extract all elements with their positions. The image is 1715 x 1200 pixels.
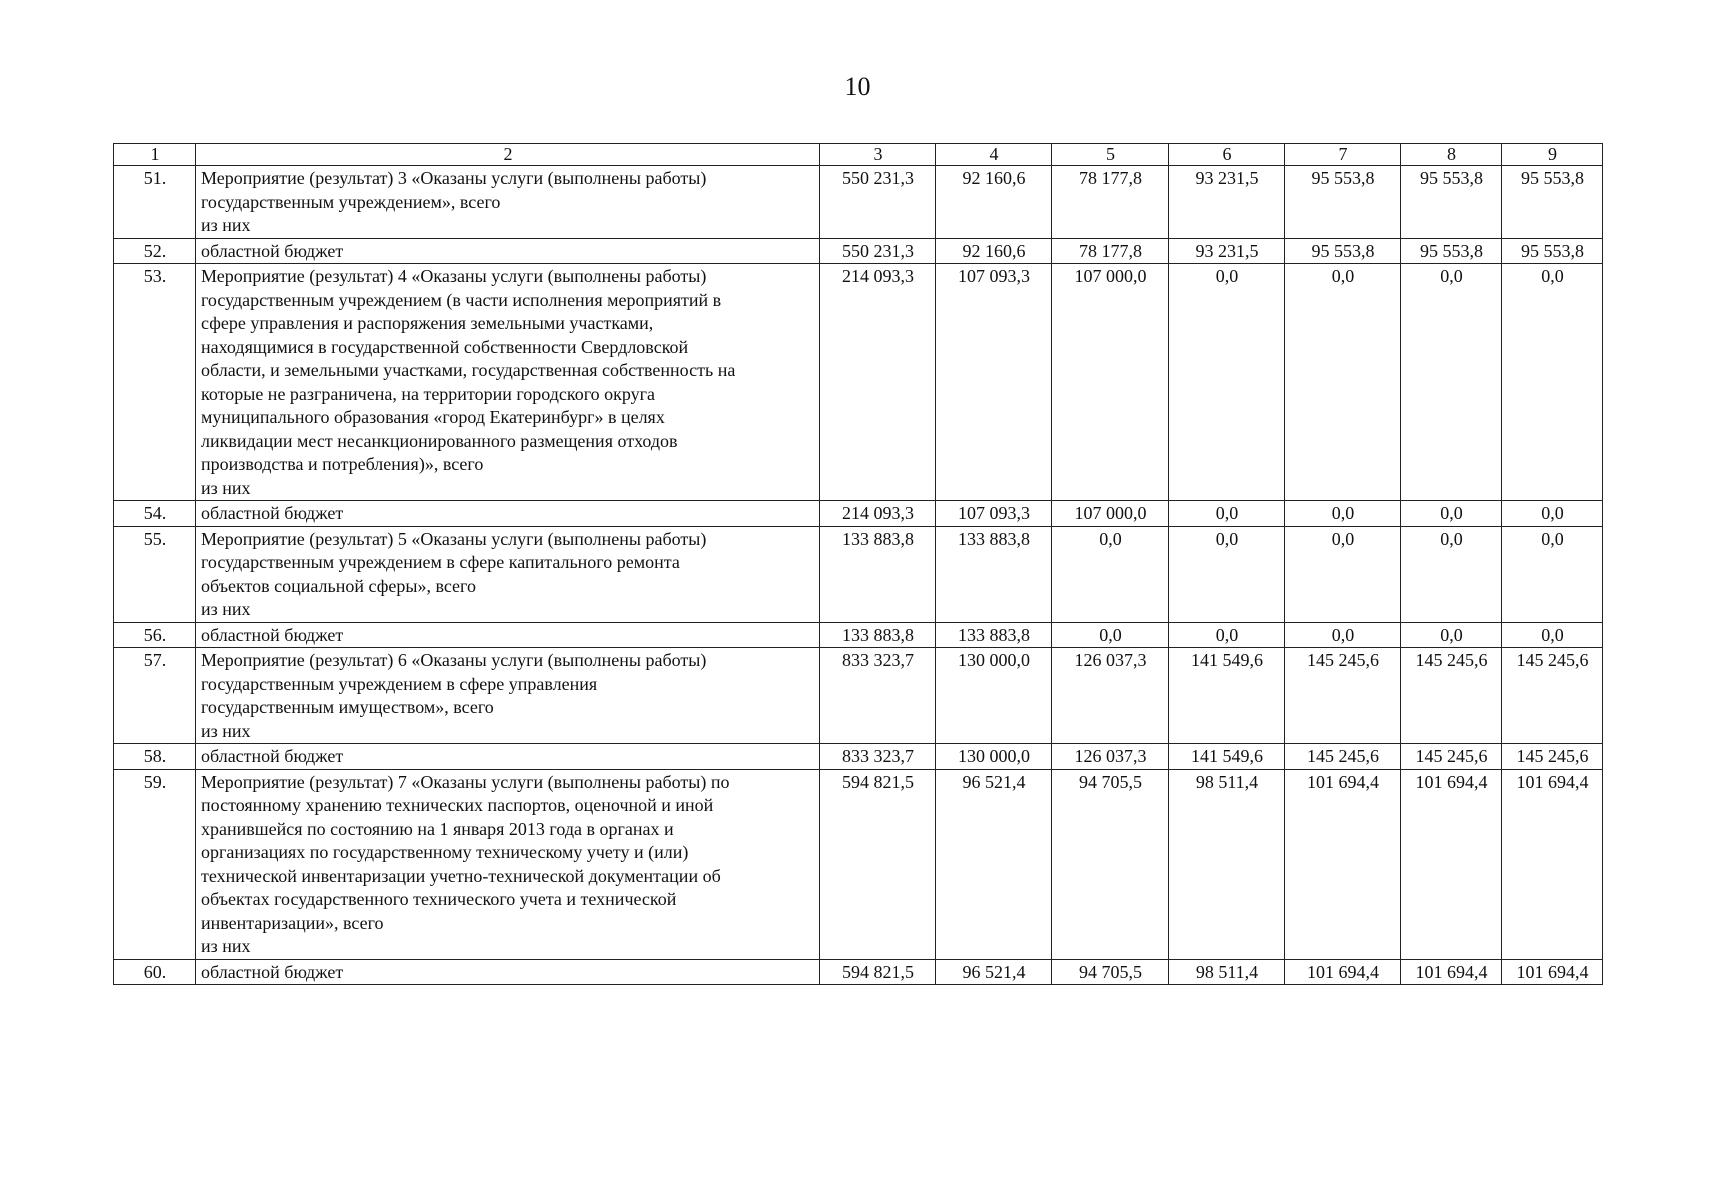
value-cell: 0,0 xyxy=(1169,526,1285,622)
value-cell: 145 245,6 xyxy=(1401,744,1502,770)
row-description: Мероприятие (результат) 4 «Оказаны услуги (выполнены работы) государственным учреждением (в части исполнения мероприятий в сфере управления и распоряжения земельными участками, находящимися в государственной собственности Свердловской области, и земельными участками, государственная собственность на которые не разграничена, на территории городского округа муниципального образования «город Екатеринбург» в целях ликвидации мест несанкционированного размещения отходов производства и потребления)», всего из них xyxy=(196,264,820,501)
value-cell: 550 231,3 xyxy=(820,238,936,264)
value-cell: 93 231,5 xyxy=(1169,166,1285,239)
table-row xyxy=(114,166,1603,239)
value-cell: 0,0 xyxy=(1169,501,1285,527)
value-cell: 141 549,6 xyxy=(1169,648,1285,744)
value-cell: 101 694,4 xyxy=(1401,959,1502,985)
row-description: областной бюджет xyxy=(196,501,820,527)
value-cell: 126 037,3 xyxy=(1052,648,1169,744)
value-cell: 0,0 xyxy=(1502,526,1603,622)
value-cell: 130 000,0 xyxy=(936,744,1052,770)
value-cell: 94 705,5 xyxy=(1052,769,1169,959)
table-body xyxy=(114,144,1603,985)
value-cell: 95 553,8 xyxy=(1502,166,1603,239)
value-cell: 594 821,5 xyxy=(820,769,936,959)
value-cell: 0,0 xyxy=(1169,264,1285,501)
value-cell: 101 694,4 xyxy=(1502,769,1603,959)
table-header-row xyxy=(114,144,1603,166)
table-row xyxy=(114,501,1603,527)
value-cell: 594 821,5 xyxy=(820,959,936,985)
value-cell: 0,0 xyxy=(1401,264,1502,501)
value-cell: 0,0 xyxy=(1285,264,1401,501)
row-number: 60. xyxy=(114,959,196,985)
row-number: 58. xyxy=(114,744,196,770)
value-cell: 133 883,8 xyxy=(820,622,936,648)
value-cell: 833 323,7 xyxy=(820,744,936,770)
value-cell: 95 553,8 xyxy=(1285,238,1401,264)
row-description: областной бюджет xyxy=(196,622,820,648)
value-cell: 0,0 xyxy=(1502,622,1603,648)
row-number: 52. xyxy=(114,238,196,264)
value-cell: 0,0 xyxy=(1401,526,1502,622)
row-description: областной бюджет xyxy=(196,959,820,985)
row-number: 54. xyxy=(114,501,196,527)
value-cell: 101 694,4 xyxy=(1285,959,1401,985)
value-cell: 130 000,0 xyxy=(936,648,1052,744)
header-cell: 9 xyxy=(1502,144,1603,166)
table-row xyxy=(114,744,1603,770)
row-description: Мероприятие (результат) 6 «Оказаны услуги (выполнены работы) государственным учреждением в сфере управления государственным имуществом», всего из них xyxy=(196,648,820,744)
value-cell: 0,0 xyxy=(1502,264,1603,501)
value-cell: 92 160,6 xyxy=(936,238,1052,264)
value-cell: 145 245,6 xyxy=(1502,648,1603,744)
header-cell: 6 xyxy=(1169,144,1285,166)
table-row xyxy=(114,769,1603,959)
header-cell: 8 xyxy=(1401,144,1502,166)
table-row xyxy=(114,264,1603,501)
value-cell: 0,0 xyxy=(1052,526,1169,622)
row-number: 56. xyxy=(114,622,196,648)
header-cell: 3 xyxy=(820,144,936,166)
table-row xyxy=(114,959,1603,985)
value-cell: 107 000,0 xyxy=(1052,264,1169,501)
row-description: областной бюджет xyxy=(196,238,820,264)
value-cell: 145 245,6 xyxy=(1285,744,1401,770)
header-cell: 4 xyxy=(936,144,1052,166)
budget-table xyxy=(113,143,1603,985)
value-cell: 98 511,4 xyxy=(1169,959,1285,985)
value-cell: 133 883,8 xyxy=(936,622,1052,648)
value-cell: 107 000,0 xyxy=(1052,501,1169,527)
value-cell: 133 883,8 xyxy=(820,526,936,622)
row-description: Мероприятие (результат) 5 «Оказаны услуги (выполнены работы) государственным учреждением в сфере капитального ремонта объектов социальной сферы», всего из них xyxy=(196,526,820,622)
value-cell: 0,0 xyxy=(1401,622,1502,648)
value-cell: 95 553,8 xyxy=(1401,166,1502,239)
value-cell: 101 694,4 xyxy=(1401,769,1502,959)
value-cell: 0,0 xyxy=(1285,526,1401,622)
value-cell: 101 694,4 xyxy=(1285,769,1401,959)
value-cell: 0,0 xyxy=(1052,622,1169,648)
table-row xyxy=(114,526,1603,622)
header-cell: 5 xyxy=(1052,144,1169,166)
value-cell: 145 245,6 xyxy=(1502,744,1603,770)
value-cell: 101 694,4 xyxy=(1502,959,1603,985)
value-cell: 0,0 xyxy=(1401,501,1502,527)
value-cell: 92 160,6 xyxy=(936,166,1052,239)
value-cell: 133 883,8 xyxy=(936,526,1052,622)
row-number: 57. xyxy=(114,648,196,744)
value-cell: 0,0 xyxy=(1169,622,1285,648)
value-cell: 96 521,4 xyxy=(936,769,1052,959)
header-cell: 7 xyxy=(1285,144,1401,166)
value-cell: 145 245,6 xyxy=(1401,648,1502,744)
row-description: Мероприятие (результат) 7 «Оказаны услуги (выполнены работы) по постоянному хранению технических паспортов, оценочной и иной хранившейся по состоянию на 1 января 2013 года в органах и организациях по государственному техническому учету и (или) технической инвентаризации учетно-технической документации об объектах государственного технического учета и технической инвентаризации», всего из них xyxy=(196,769,820,959)
row-number: 59. xyxy=(114,769,196,959)
value-cell: 126 037,3 xyxy=(1052,744,1169,770)
value-cell: 98 511,4 xyxy=(1169,769,1285,959)
value-cell: 550 231,3 xyxy=(820,166,936,239)
value-cell: 214 093,3 xyxy=(820,501,936,527)
header-cell: 1 xyxy=(114,144,196,166)
value-cell: 141 549,6 xyxy=(1169,744,1285,770)
value-cell: 78 177,8 xyxy=(1052,166,1169,239)
value-cell: 96 521,4 xyxy=(936,959,1052,985)
header-cell: 2 xyxy=(196,144,820,166)
value-cell: 833 323,7 xyxy=(820,648,936,744)
table-row xyxy=(114,238,1603,264)
value-cell: 95 553,8 xyxy=(1401,238,1502,264)
value-cell: 0,0 xyxy=(1285,622,1401,648)
page-number: 10 xyxy=(844,72,871,101)
value-cell: 107 093,3 xyxy=(936,501,1052,527)
value-cell: 95 553,8 xyxy=(1285,166,1401,239)
value-cell: 0,0 xyxy=(1285,501,1401,527)
row-number: 53. xyxy=(114,264,196,501)
value-cell: 214 093,3 xyxy=(820,264,936,501)
row-number: 51. xyxy=(114,166,196,239)
value-cell: 145 245,6 xyxy=(1285,648,1401,744)
value-cell: 95 553,8 xyxy=(1502,238,1603,264)
value-cell: 94 705,5 xyxy=(1052,959,1169,985)
value-cell: 93 231,5 xyxy=(1169,238,1285,264)
table-row xyxy=(114,622,1603,648)
row-description: областной бюджет xyxy=(196,744,820,770)
table-row xyxy=(114,648,1603,744)
value-cell: 107 093,3 xyxy=(936,264,1052,501)
row-number: 55. xyxy=(114,526,196,622)
value-cell: 78 177,8 xyxy=(1052,238,1169,264)
value-cell: 0,0 xyxy=(1502,501,1603,527)
row-description: Мероприятие (результат) 3 «Оказаны услуги (выполнены работы) государственным учреждением», всего из них xyxy=(196,166,820,239)
